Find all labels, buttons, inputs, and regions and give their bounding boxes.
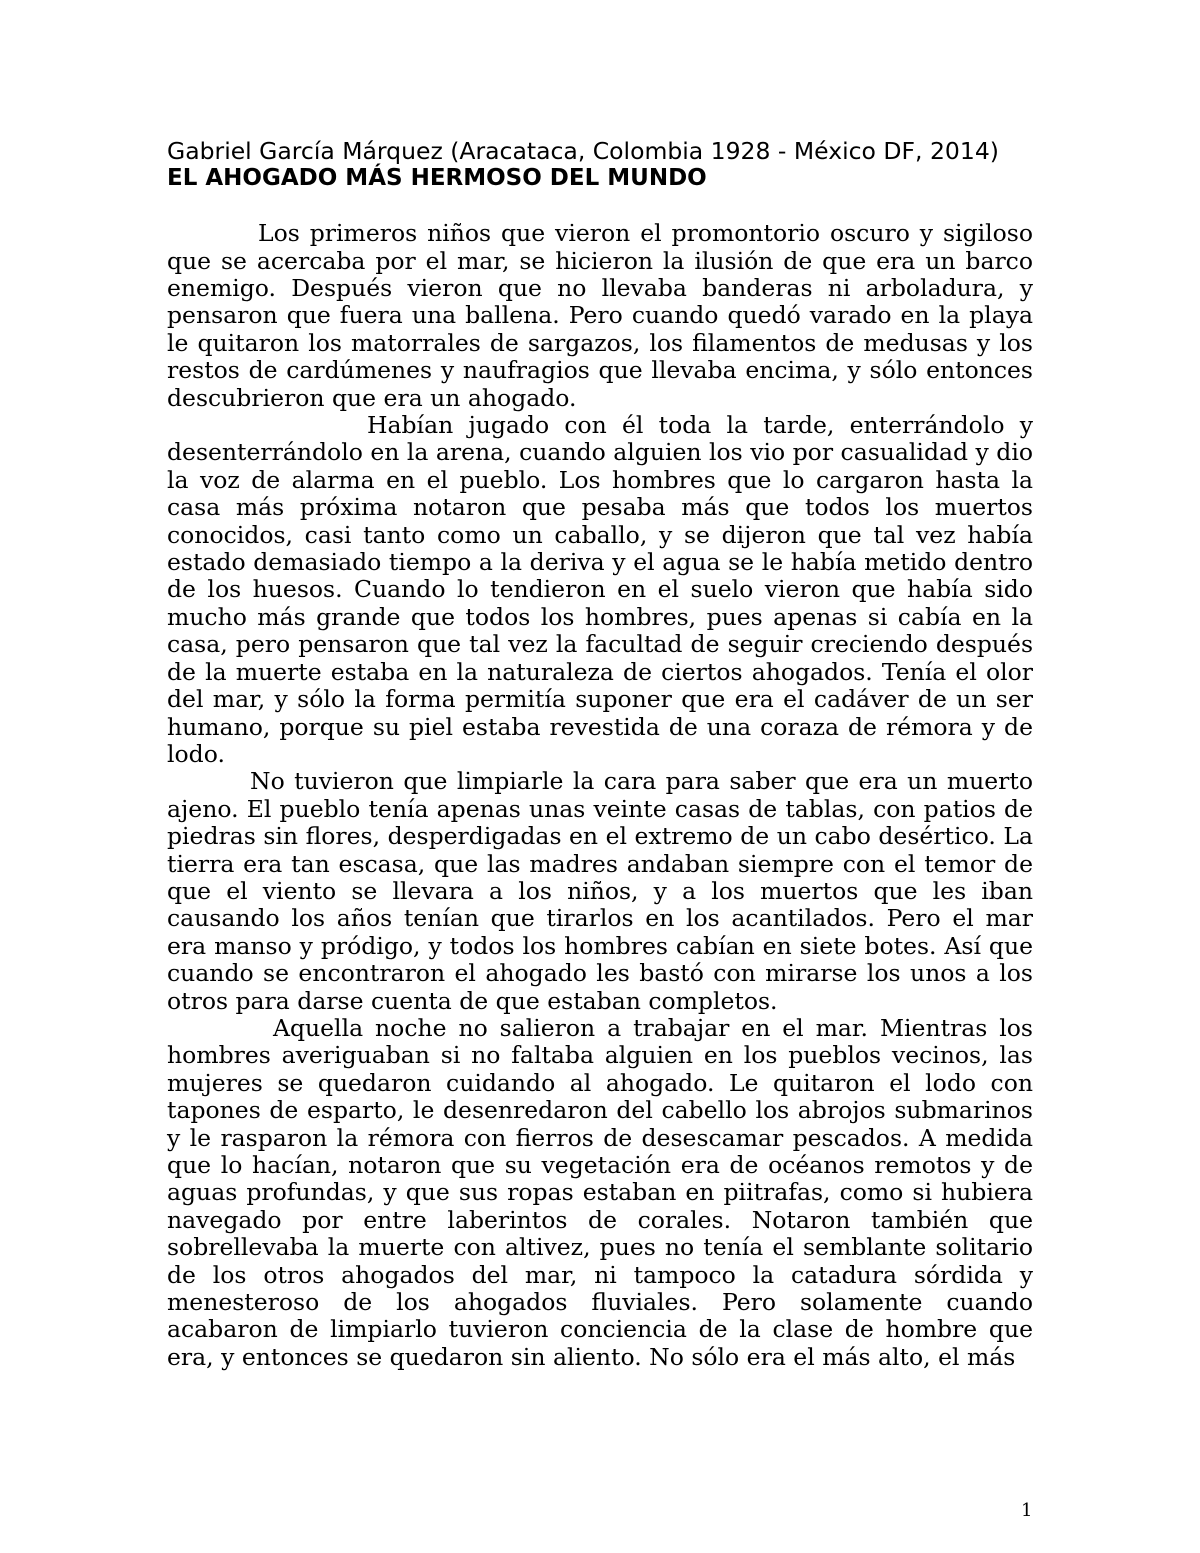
author-line: Gabriel García Márquez (Aracataca, Colombia 1928 - México DF, 2014): [167, 137, 999, 165]
paragraph-2: Habían jugado con él toda la tarde, enterrándolo y desenterrándolo en la arena, cuando alguien los vio por casualidad y dio la voz de alarma en el pueblo. Los hombres que lo cargaron hasta la casa más próxima notaron que pesaba más que todos los muertos conocidos, casi tanto como un caballo, y se dijeron que tal vez había estado demasiado tiempo a la deriva y el agua se le había metido dentro de los huesos. Cuando lo tendieron en el suelo vieron que había sido mucho más grande que todos los hombres, pues apenas si cabía en la casa, pero pensaron que tal vez la facultad de seguir creciendo después de la muerte estaba en la naturaleza de ciertos ahogados. Tenía el olor del mar, y sólo la forma permitía suponer que era el cadáver de un ser humano, porque su piel estaba revestida de una coraza de rémora y de lodo.: [167, 411, 1033, 768]
story-title: EL AHOGADO MÁS HERMOSO DEL MUNDO: [167, 165, 707, 192]
blank-line: [167, 193, 1033, 220]
paragraph-4: Aquella noche no salieron a trabajar en el mar. Mientras los hombres averiguaban si no faltaba alguien en los pueblos vecinos, las mujeres se quedaron cuidando al ahogado. Le quitaron el lodo con tapones de esparto, le desenredaron del cabello los abrojos submarinos y le rasparon la rémora con fierros de desescamar pescados. A medida que lo hacían, notaron que su vegetación era de océanos remotos y de aguas profundas, y que sus ropas estaban en piitrafas, como si hubiera navegado por entre laberintos de corales. Notaron también que sobrellevaba la muerte con altivez, pues no tenía el semblante solitario de los otros ahogados del mar, ni tampoco la catadura sórdida y menesteroso de los ahogados fluviales. Pero solamente cuando acabaron de limpiarlo tuvieron conciencia de la clase de hombre que era, y entonces se quedaron sin aliento. No sólo era el más alto, el más: [167, 1013, 1033, 1371]
paragraph-3: No tuvieron que limpiarle la cara para saber que era un muerto ajeno. El pueblo tenía apenas unas veinte casas de tablas, con patios de piedras sin flores, desperdigadas en el extremo de un cabo desértico. La tierra era tan escasa, que las madres andaban siempre con el temor de que el viento se llevara a los niños, y a los muertos que les iban causando los años tenían que tirarlos en los acantilados. Pero el mar era manso y pródigo, y todos los hombres cabían en siete botes. Así que cuando se encontraron el ahogado les bastó con mirarse los unos a los otros para darse cuenta de que estaban completos.: [167, 767, 1033, 1015]
document-body: [167, 138, 1033, 1371]
paragraph-1: Los primeros niños que vieron el promontorio oscuro y sigiloso que se acercaba por el mar, se hicieron la ilusión de que era un barco enemigo. Después vieron que no llevaba banderas ni arboladura, y pensaron que fuera una ballena. Pero cuando quedó varado en la playa le quitaron los matorrales de sargazos, los filamentos de medusas y los restos de cardúmenes y naufragios que llevaba encima, y sólo entonces descubrieron que era un ahogado.: [167, 219, 1033, 412]
page-number: 1: [1021, 1500, 1033, 1521]
